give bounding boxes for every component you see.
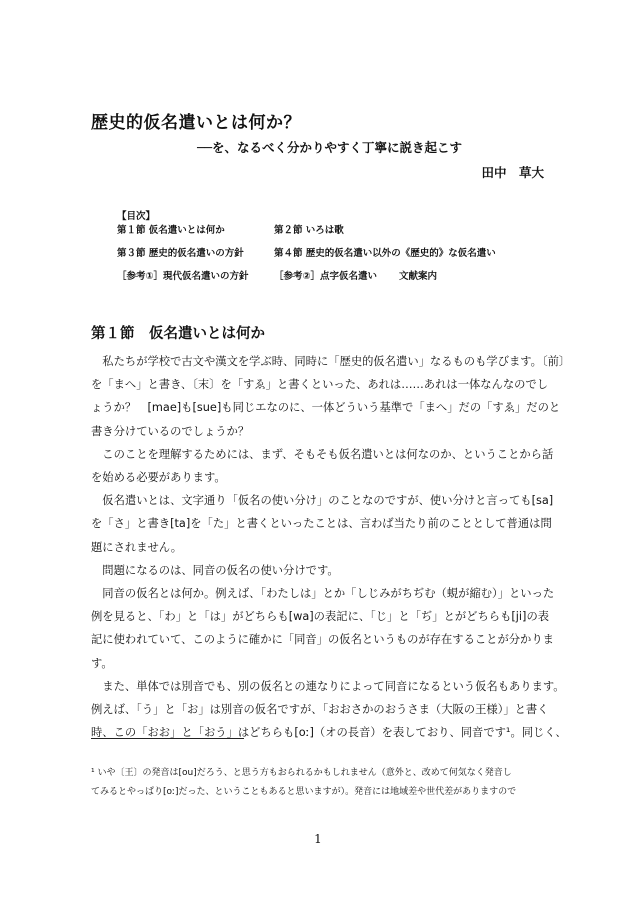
- body-line: 題にされません。: [91, 540, 183, 554]
- body-line: このことを理解するためには、まず、そもそも仮名遣いとは何なのか、ということから話: [91, 447, 554, 461]
- table-of-contents: [117, 208, 496, 291]
- section-heading: 第１節 仮名遣いとは何か: [91, 326, 265, 342]
- footnote-line: てみるとやっぱり[oː]だった、ということもあると思いますが）。発音には地域差や世代差がありますので: [91, 787, 517, 797]
- toc-row: [117, 245, 496, 268]
- body-line: 仮名遣いとは、文字通り「仮名の使い分け」のことなのですが、使い分けと言っても[sa]: [91, 494, 554, 508]
- document-subtitle: ──を、なるべく分かりやすく丁寧に説き起こす: [197, 140, 463, 155]
- body-line: を「さ」と書き[ta]を「た」と書くといったことは、言わば当たり前のこととして普通は問: [91, 517, 552, 531]
- body-text: [91, 350, 571, 744]
- body-line: 記に使われていて、このように確かに「同音」の仮名というものが存在することが分かりま: [91, 633, 554, 647]
- body-line: また、単体では別音でも、別の仮名との連なりによって同音になるという仮名もあります。: [91, 679, 565, 693]
- body-line: 時、この「おお」と「おう」はどちらも[oː]（オの長音）を表しており、同音です¹。同じく、: [91, 726, 567, 740]
- body-line: す。: [91, 656, 113, 670]
- body-line: 同音の仮名とは何か。例えば、「わたしは」とか「しじみがちぢむ（蜆が縮む）」といった: [91, 587, 555, 601]
- toc-row: [117, 268, 438, 291]
- toc-link-section-2[interactable]: 第２節 いろは歌: [274, 225, 344, 236]
- footnote-divider: [91, 738, 244, 739]
- toc-heading: 【目次】: [117, 211, 156, 222]
- toc-row: [117, 222, 344, 245]
- body-line: 私たちが学校で古文や漢文を学ぶ時、同時に「歴史的仮名遣い」なるものも学びます。〔前〕: [91, 355, 571, 368]
- body-line: 問題になるのは、同音の仮名の使い分けです。: [91, 563, 339, 577]
- document-title: 歴史的仮名遣いとは何か？: [91, 113, 301, 133]
- footnotes: [91, 764, 516, 802]
- toc-link-bibliography[interactable]: 文献案内: [399, 271, 438, 282]
- toc-link-section-3[interactable]: 第３節 歴史的仮名遣いの方針: [117, 248, 244, 259]
- toc-link-section-1[interactable]: 第１節 仮名遣いとは何か: [117, 225, 225, 236]
- body-line: 書き分けているのでしょうか？: [91, 424, 250, 438]
- body-line: を始める必要があります。: [91, 471, 226, 485]
- footnote-line: ¹ いや〔王〕の発音は[ou]だろう、と思う方もおられるかもしれません（意外と、改めて何気なく発音し: [91, 768, 512, 778]
- author-name: 田中 草大: [481, 165, 544, 180]
- toc-link-section-4[interactable]: 第４節 歴史的仮名遣い以外の《歴史的》な仮名遣い: [274, 248, 496, 259]
- toc-link-reference-1[interactable]: ［参考①］現代仮名遣いの方針: [117, 271, 249, 282]
- body-line: を「まへ」と書き、〔末〕を「すゑ」と書くといった、あれは……あれは一体なんなのでし: [91, 378, 549, 392]
- page-number: 1: [314, 832, 322, 846]
- body-line: 例を見ると、「わ」と「は」がどちらも[wa]の表記に、「じ」と「ぢ」とがどちらも[ji]の表: [91, 610, 550, 624]
- body-line: 例えば、「う」と「お」は別音の仮名ですが、「おおさかのおうさま（大阪の王様）」と書く: [91, 703, 549, 717]
- body-line: ょうか？ [mae]も[sue]も同じエなのに、一体どういう基準で「まへ」だの「すゑ」だのと: [91, 401, 561, 415]
- toc-link-reference-2[interactable]: ［参考②］点字仮名遣い: [274, 271, 378, 282]
